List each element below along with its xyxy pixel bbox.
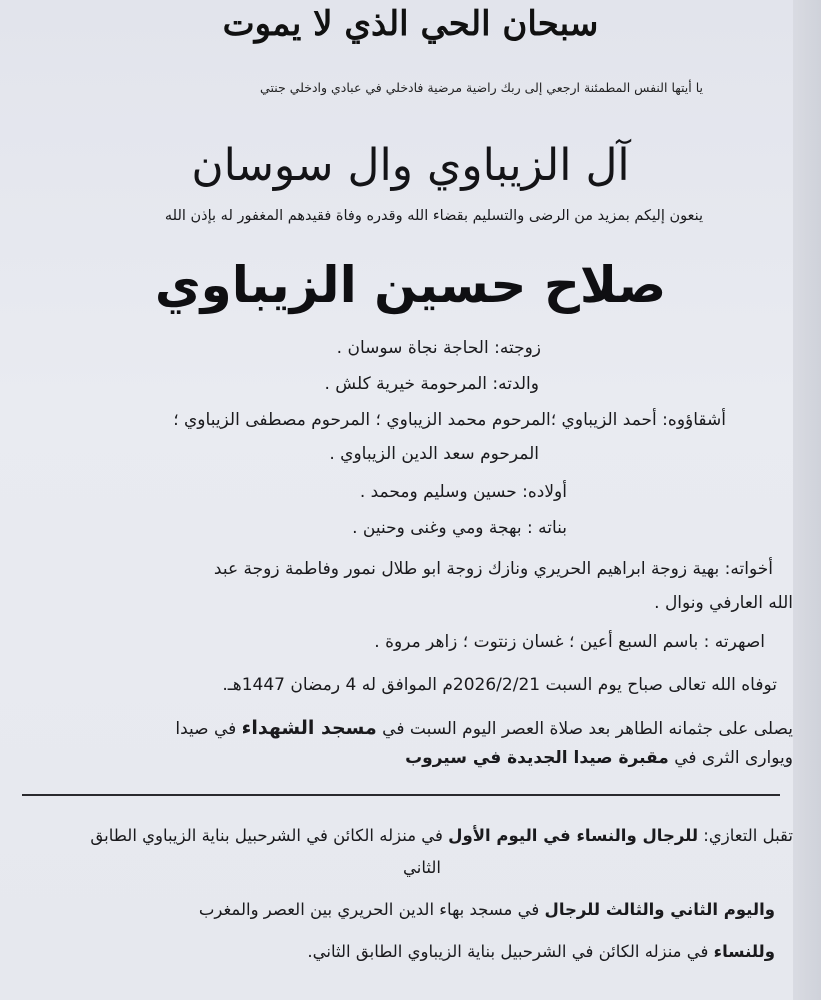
death-date-line: توفاه الله تعالى صباح يوم السبت 2026/2/21م الموافق له 4 رمضان 1447هـ.	[222, 675, 777, 695]
funeral-prayer-text: يصلى على جثمانه الطاهر بعد صلاة العصر اليوم السبت في	[376, 719, 793, 739]
condolences-line-2: الثاني	[403, 858, 441, 877]
condolences-line-3	[199, 900, 775, 919]
burial-text: ويوارى الثرى في	[668, 748, 793, 768]
condolences-label: تقبل التعازي:	[698, 826, 793, 845]
funeral-prayer-city: في صيدا	[175, 719, 242, 739]
daughters-line: بناته : بهجة ومي وغنى وحنين .	[352, 518, 567, 538]
condolences-days-two-three: واليوم الثاني والثالث للرجال	[544, 900, 775, 919]
mosque-name: مسجد الشهداء	[241, 717, 377, 739]
condolences-line-4	[307, 942, 775, 961]
announcement-text: ينعون إليكم بمزيد من الرضى والتسليم بقضاء الله وقدره وفاة فقيدهم المغفور له بإذن الله	[164, 208, 703, 224]
condolences-women: وللنساء	[713, 942, 775, 961]
sisters-line-1: أخواته: بهية زوجة ابراهيم الحريري ونازك زوجة ابو طلال نمور وفاطمة زوجة عبد	[213, 559, 773, 579]
section-divider	[22, 794, 780, 796]
condolences-line-1	[90, 826, 793, 845]
sons-line: أولاده: حسين وسليم ومحمد .	[359, 482, 567, 502]
wife-line: زوجته: الحاجة نجاة سوسان .	[336, 338, 541, 358]
family-name: آل الزيباوي وال سوسان	[191, 140, 630, 191]
deceased-name: صلاح حسين الزيباوي	[154, 256, 667, 314]
funeral-prayer-line	[175, 717, 793, 739]
brothers-line-1: أشقاؤوه: أحمد الزيباوي ؛المرحوم محمد الزيباوي ؛ المرحوم مصطفى الزيباوي ؛	[173, 410, 726, 430]
calligraphy-header: سبحان الحي الذي لا يموت	[222, 4, 599, 44]
condolences-location-3: في منزله الكائن في الشرحبيل بناية الزيباوي الطابق الثاني.	[307, 942, 714, 961]
cemetery-name: مقبرة صيدا الجديدة في سيروب	[405, 748, 669, 768]
condolences-location-2: في مسجد بهاء الدين الحريري بين العصر والمغرب	[198, 900, 545, 919]
condolences-location-1: في منزله الكائن في الشرحبيل بناية الزيباوي الطابق	[90, 826, 449, 845]
quran-verse: يا أيتها النفس المطمئنة ارجعي إلى ربك راضية مرضية فادخلي في عبادي وادخلي جنتي	[260, 80, 703, 95]
in-laws-line: اصهرته : باسم السبع أعين ؛ غسان زنتوت ؛ زاهر مروة .	[374, 632, 765, 652]
burial-line	[405, 748, 793, 768]
condolences-day-one: للرجال والنساء في اليوم الأول	[448, 826, 699, 845]
sisters-line-2: الله العارفي ونوال .	[654, 593, 793, 613]
brothers-line-2: المرحوم سعد الدين الزيباوي .	[329, 444, 539, 464]
mother-line: والدته: المرحومة خيرية كلش .	[324, 374, 539, 394]
